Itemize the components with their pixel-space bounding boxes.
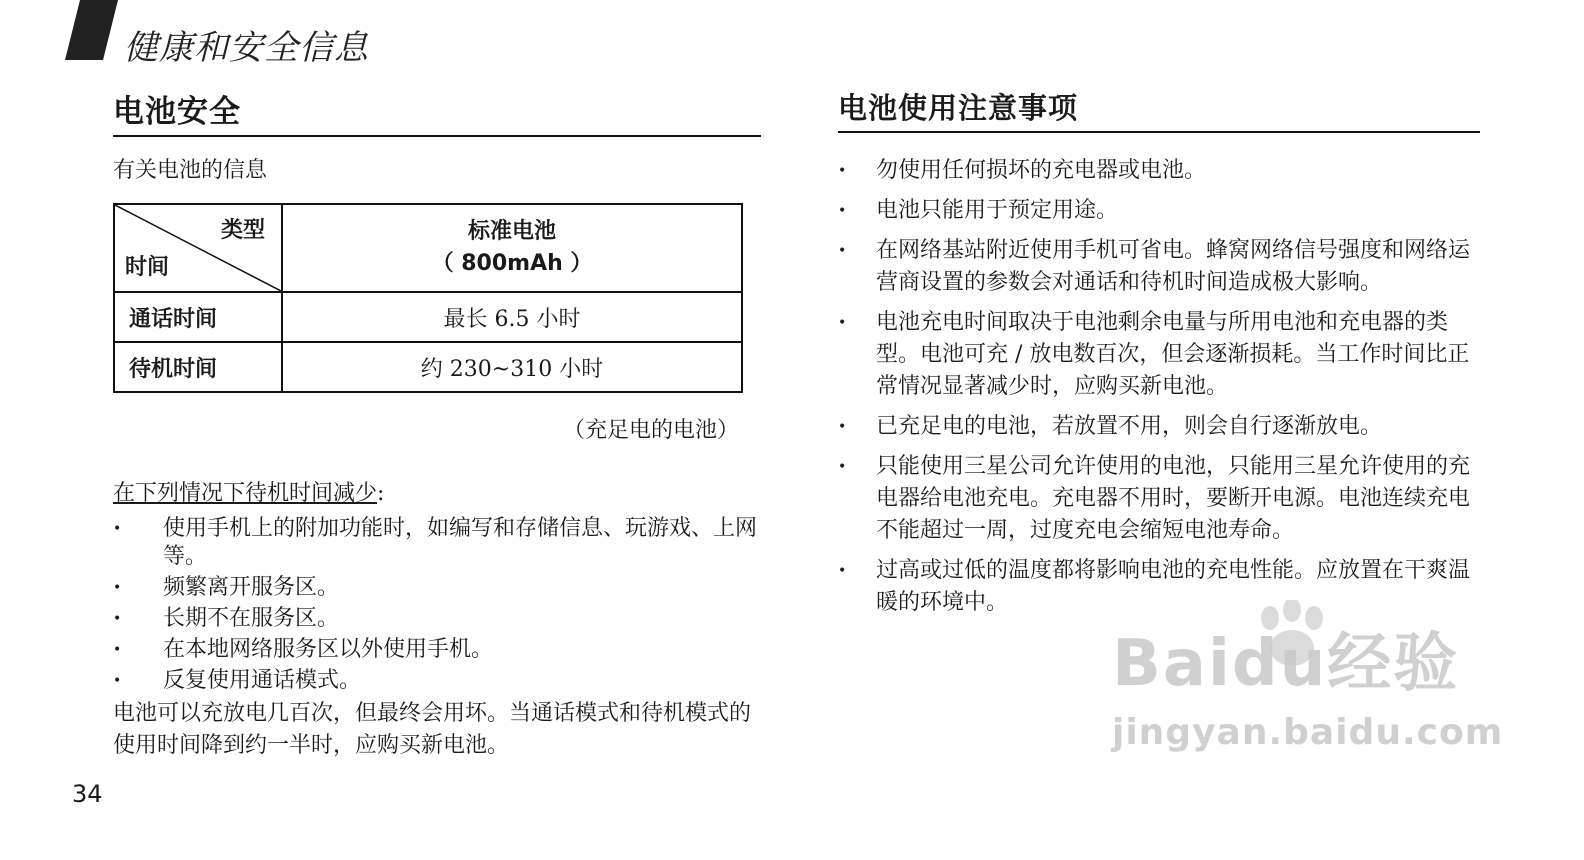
page-number: 34	[72, 780, 103, 808]
standby-time-label: 待机时间	[114, 342, 282, 392]
standby-reduce-list	[113, 515, 761, 695]
list-item: • 反复使用通话模式。	[113, 667, 761, 695]
battery-spec-table	[113, 203, 743, 393]
battery-info-subtitle: 有关电池的信息	[113, 158, 268, 183]
list-item: • 已充足电的电池，若放置不用，则会自行逐渐放电。	[838, 411, 1480, 443]
standby-time-value: 约 230~310 小时	[282, 342, 742, 392]
talk-time-label: 通话时间	[114, 292, 282, 342]
standard-battery-header	[282, 204, 742, 292]
table-row	[114, 292, 742, 342]
section-tab-marker	[65, 0, 118, 60]
battery-safety-heading: 电池安全	[113, 86, 761, 137]
list-item: • 使用手机上的附加功能时，如编写和存储信息、玩游戏、上网等。	[113, 515, 761, 571]
battery-precautions-list	[838, 155, 1480, 619]
list-item: • 勿使用任何损坏的充电器或电池。	[838, 155, 1480, 187]
watermark-logo: Baidu经验	[1112, 627, 1460, 701]
list-item: • 电池充电时间取决于电池剩余电量与所用电池和充电器的类型。电池可充 / 放电数百次，但会逐渐损耗。当工作时间比正常情况显著减少时，应购买新电池。	[838, 307, 1480, 403]
standby-reduce-title-colon: :	[377, 481, 385, 506]
list-item: • 只能使用三星公司允许使用的电池，只能用三星允许使用的充电器给电池充电。充电器不用时，要断开电源。电池连续充电不能超过一周，过度充电会缩短电池寿命。	[838, 451, 1480, 547]
list-item: • 频繁离开服务区。	[113, 574, 761, 602]
battery-lifetime-paragraph: 电池可以充放电几百次，但最终会用坏。当通话模式和待机模式的使用时间降到约一半时，应购买新电池。	[113, 701, 752, 758]
list-item: • 过高或过低的温度都将影响电池的充电性能。应放置在干爽温暖的环境中。	[838, 555, 1480, 619]
section-header: 健康和安全信息	[124, 28, 369, 68]
corner-time-label: 时间	[125, 255, 170, 280]
table-corner-cell	[114, 204, 282, 292]
list-item: • 在本地网络服务区以外使用手机。	[113, 636, 761, 664]
list-item: • 电池只能用于预定用途。	[838, 195, 1480, 227]
header-line-1: 标准电池	[467, 219, 556, 244]
header-line-2: （ 800mAh ）	[431, 251, 593, 276]
left-column	[113, 86, 761, 762]
battery-precautions-heading: 电池使用注意事项	[838, 86, 1480, 133]
watermark-url: jingyan.baidu.com	[1112, 712, 1504, 753]
standby-reduce-title-text: 在下列情况下待机时间减少	[113, 481, 378, 506]
paw-logo-icon	[1250, 600, 1340, 670]
table-footnote: （充足电的电池）	[562, 418, 739, 443]
standby-reduce-title	[113, 476, 761, 507]
right-column	[838, 86, 1480, 627]
table-row	[114, 342, 742, 392]
list-item: • 长期不在服务区。	[113, 605, 761, 633]
corner-type-label: 类型	[220, 218, 265, 243]
list-item: • 在网络基站附近使用手机可省电。蜂窝网络信号强度和网络运营商设置的参数会对通话和待机时间造成极大影响。	[838, 235, 1480, 299]
talk-time-value: 最长 6.5 小时	[282, 292, 742, 342]
